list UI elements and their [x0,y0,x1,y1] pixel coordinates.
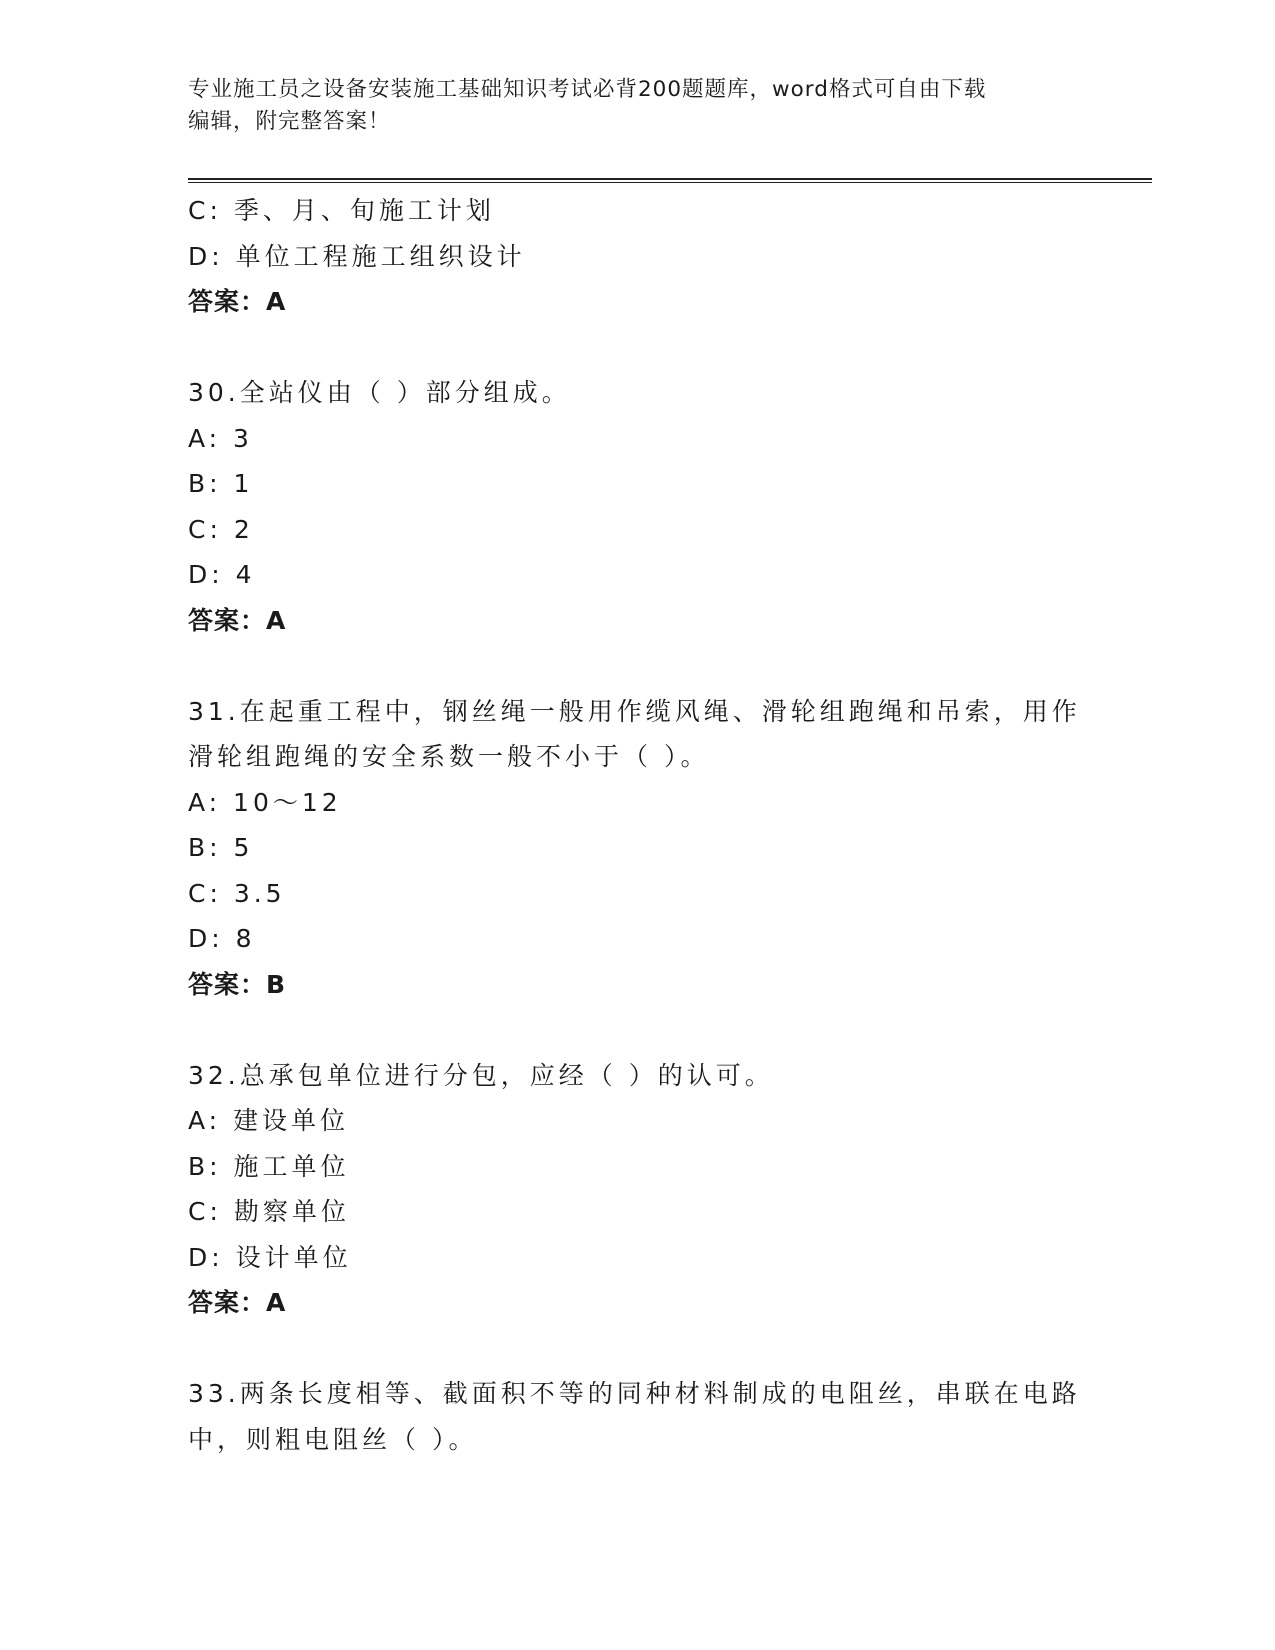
question-block [188,370,1088,643]
document-header [188,74,1068,138]
option-line: C: 勘察单位 [188,1197,350,1226]
block-spacer [188,325,1088,371]
question-text: 滑轮组跑绳的安全系数一般不小于（ ）。 [188,742,710,771]
option-line: D: 单位工程施工组织设计 [188,241,526,271]
question-text: 中，则粗电阻丝（ ）。 [188,1424,478,1454]
option-line: D: 8 [188,924,256,953]
header-rule-thick [188,178,1152,180]
question-text: 33.两条长度相等、截面积不等的同种材料制成的电阻丝，串联在电路 [188,1379,1081,1408]
block-spacer [188,1326,1088,1372]
question-text: 31.在起重工程中，钢丝绳一般用作缆风绳、滑轮组跑绳和吊索，用作 [188,696,1081,726]
question-block [188,689,1088,1008]
answer-line: 答案：A [188,287,287,316]
option-line: C: 季、月、旬施工计划 [188,196,495,225]
question-block [188,1371,1088,1462]
block-spacer [188,643,1088,689]
question-text: 32.总承包单位进行分包，应经（ ）的认可。 [188,1060,774,1090]
option-line: D: 4 [188,560,256,589]
question-text: 30.全站仪由（ ）部分组成。 [188,378,571,407]
header-line-1: 专业施工员之设备安装施工基础知识考试必背200题题库，word格式可自由下载 [188,77,987,102]
option-line: A: 3 [188,423,253,453]
answer-line: 答案：B [188,969,287,999]
question-block [188,1053,1088,1326]
option-line: A: 建设单位 [188,1106,350,1135]
header-rule-thin [188,182,1152,183]
block-spacer [188,1007,1088,1053]
header-line-2: 编辑，附完整答案！ [188,109,391,134]
question-list [188,188,1088,1462]
option-line: B: 施工单位 [188,1151,350,1181]
option-line: D: 设计单位 [188,1242,352,1272]
answer-line: 答案：A [188,605,287,635]
option-line: A: 10～12 [188,787,342,817]
option-line: C: 3.5 [188,878,286,908]
option-line: B: 1 [188,469,254,498]
answer-line: 答案：A [188,1288,287,1317]
option-line: B: 5 [188,833,254,862]
question-block [188,188,1088,325]
option-line: C: 2 [188,514,254,544]
